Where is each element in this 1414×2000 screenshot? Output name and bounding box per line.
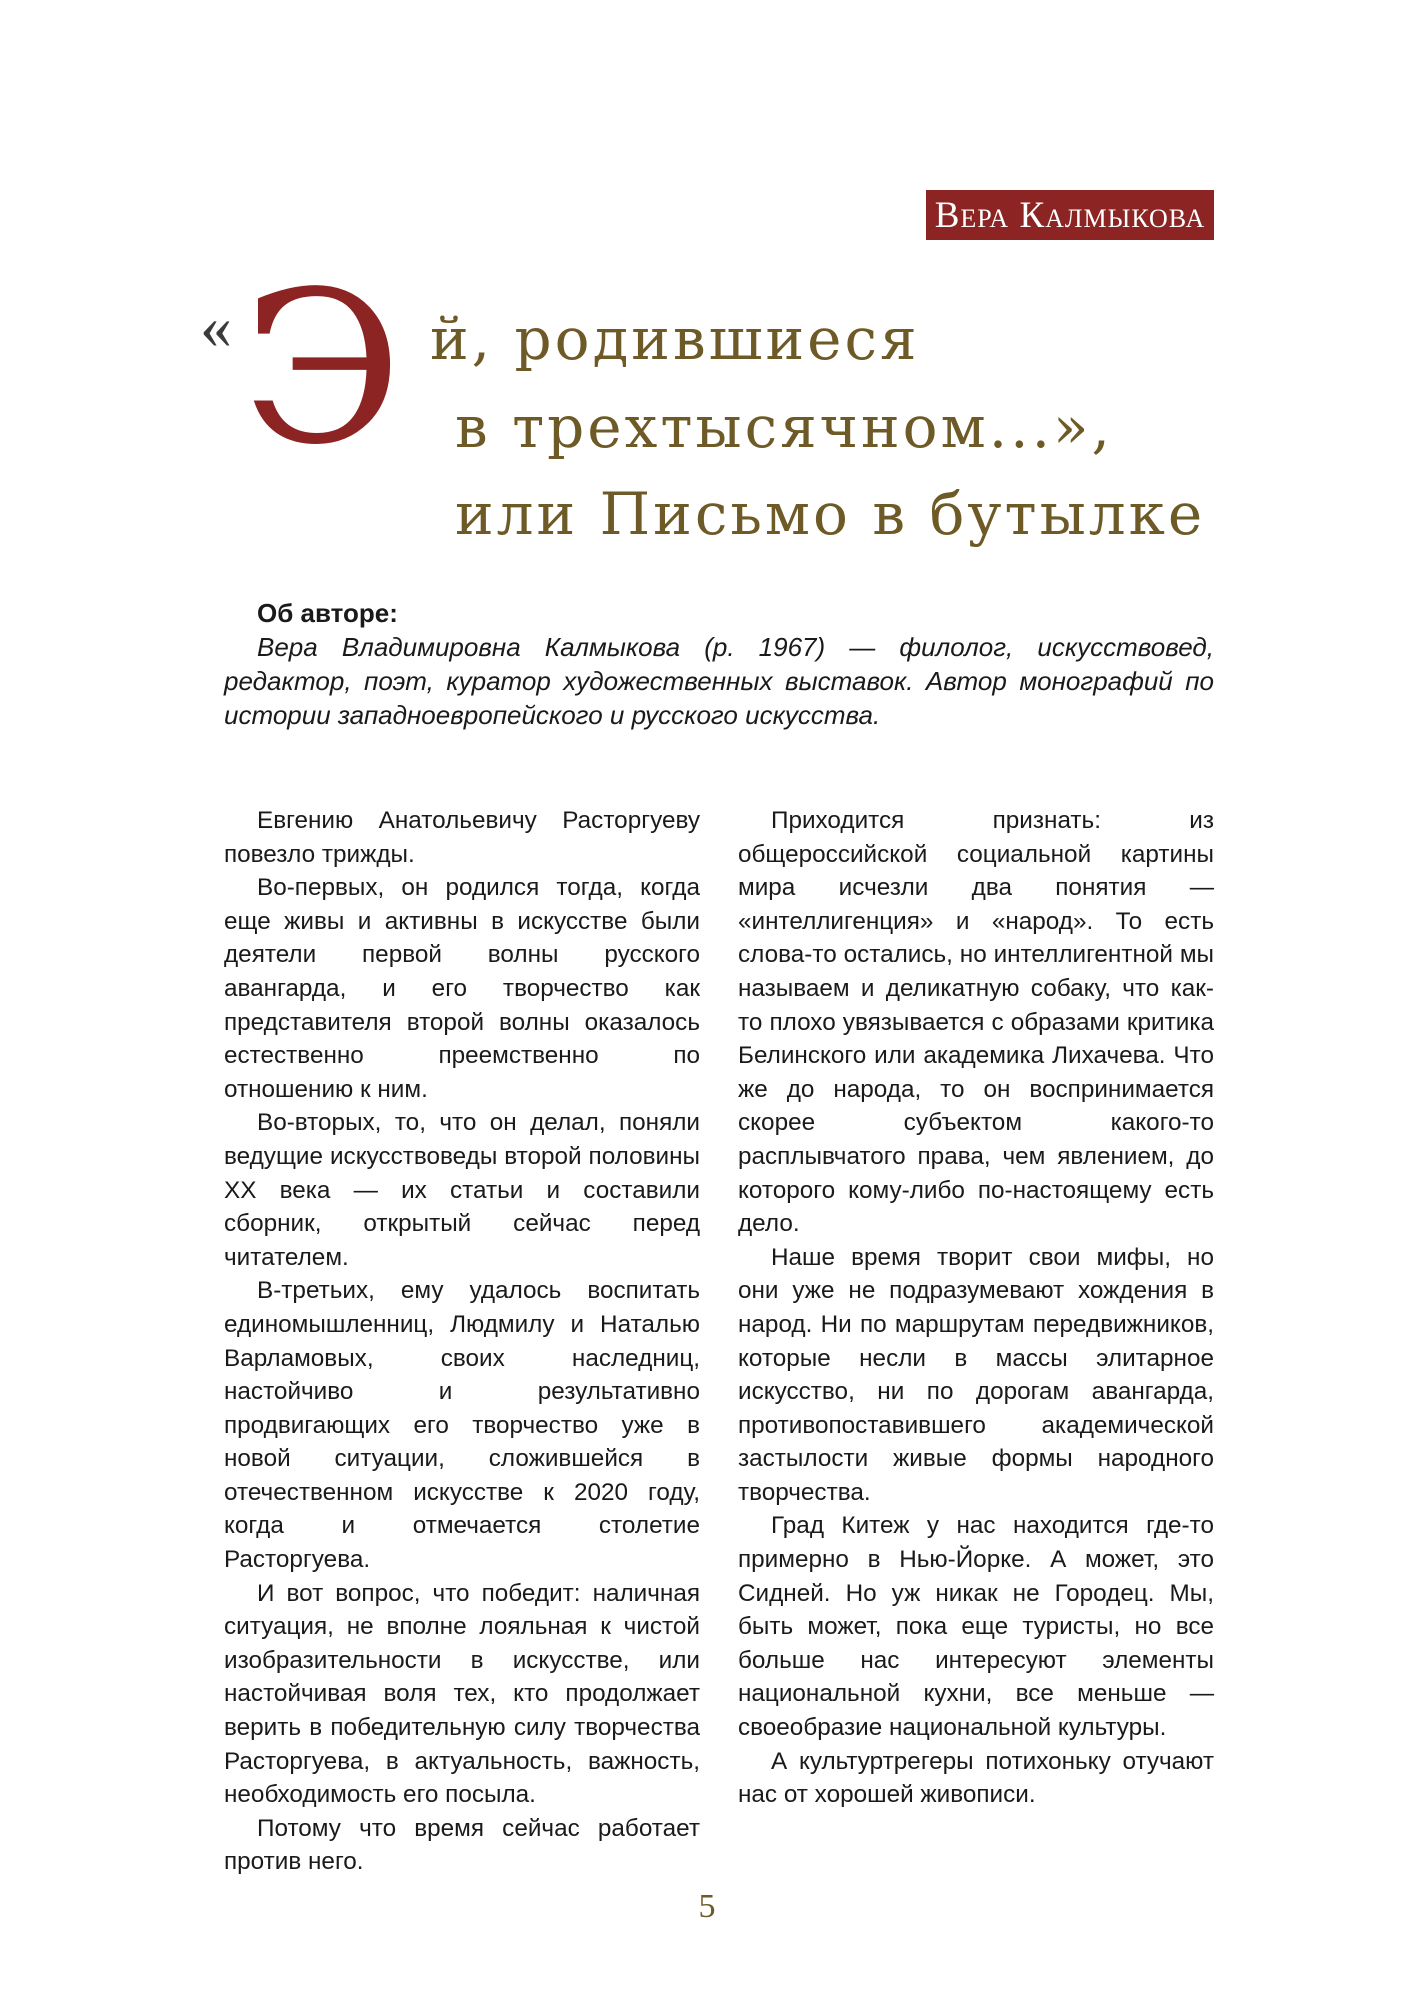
paragraph: Во-первых, он родился тогда, когда еще живы и активны в искусстве были деятели первой волны русского авангарда, и его творчество как представителя второй волны оказалось естественно преемственно по отношению к ним. <box>224 874 700 1103</box>
paragraph: Град Китеж у нас находится где-то примерно в Нью-Йорке. А может, это Сидней. Но уж никак не Городец. Мы, быть может, пока еще туристы, но все больше нас интересуют элементы национальной кухни, все меньше — своеобразие национальной культуры. <box>738 1512 1214 1742</box>
about-author-label: Об авторе: <box>257 598 398 628</box>
title-line-1: й, родившиеся <box>430 305 920 373</box>
paragraph: Во-вторых, то, что он делал, поняли ведущие искусствоведы второй половины XX века — их статьи и составили сборник, открытый сейчас перед читателем. <box>224 1109 700 1271</box>
about-author-section <box>224 596 1214 732</box>
article-title <box>200 246 1220 560</box>
paragraph: И вот вопрос, что победит: наличная ситуация, не вполне лояльная к чистой изобразительности в искусстве, или настойчивая воля тех, кто продолжает верить в победительную силу творчества Расторгуева, в актуальность, важность, необходимость его посыла. <box>224 1579 700 1809</box>
paragraph: Евгению Анатольевичу Расторгуеву повезло трижды. <box>224 807 700 868</box>
paragraph: Приходится признать: из общероссийской социальной картины мира исчезли два понятия — «интеллигенция» и «народ». То есть слова-то остались, но интеллигентной мы называем и деликатную собаку, что как-то плохо увязывается с образами критика Белинского или академика Лихачева. Что же до народа, то он воспринимается скорее субъектом какого-то расплывчатого права, чем явлением, до которого кому-либо по-настоящему есть дело. <box>738 807 1214 1238</box>
author-name-tag: Вера Калмыкова <box>926 190 1214 240</box>
title-opening-quote: « <box>200 291 232 362</box>
paragraph: В-третьих, ему удалось воспитать единомышленниц, Людмилу и Наталью Варламовых, своих наследниц, настойчиво и результативно продвигающих его творчество уже в новой ситуации, сложившейся в отечественном искусстве к 2020 году, когда и отмечается столетие Расторгуева. <box>224 1277 700 1574</box>
left-text-column <box>224 804 700 1879</box>
title-dropcap: Э <box>242 246 403 491</box>
paragraph: А культуртрегеры потихоньку отучают нас от хорошей живописи. <box>738 1747 1214 1809</box>
paragraph: Потому что время сейчас работает против него. <box>224 1814 700 1876</box>
about-author-text: Вера Владимировна Калмыкова (р. 1967) — филолог, искусствовед, редактор, поэт, куратор художественных выставок. Автор монографий по истории западноевропейского и русского искусства. <box>224 632 1214 730</box>
title-line-3: или Письмо в бутылке <box>455 480 1206 548</box>
title-line-2: в трехтысячном...», <box>455 393 1113 461</box>
right-text-column <box>738 804 1214 1812</box>
page-number: 5 <box>698 1888 716 1925</box>
paragraph: Наше время творит свои мифы, но они уже не подразумевают хождения в народ. Ни по маршрутам передвижников, которые несли в массы элитарное искусство, ни по дорогам авангарда, противопоставившего академической застылости живые формы народного творчества. <box>738 1243 1214 1506</box>
